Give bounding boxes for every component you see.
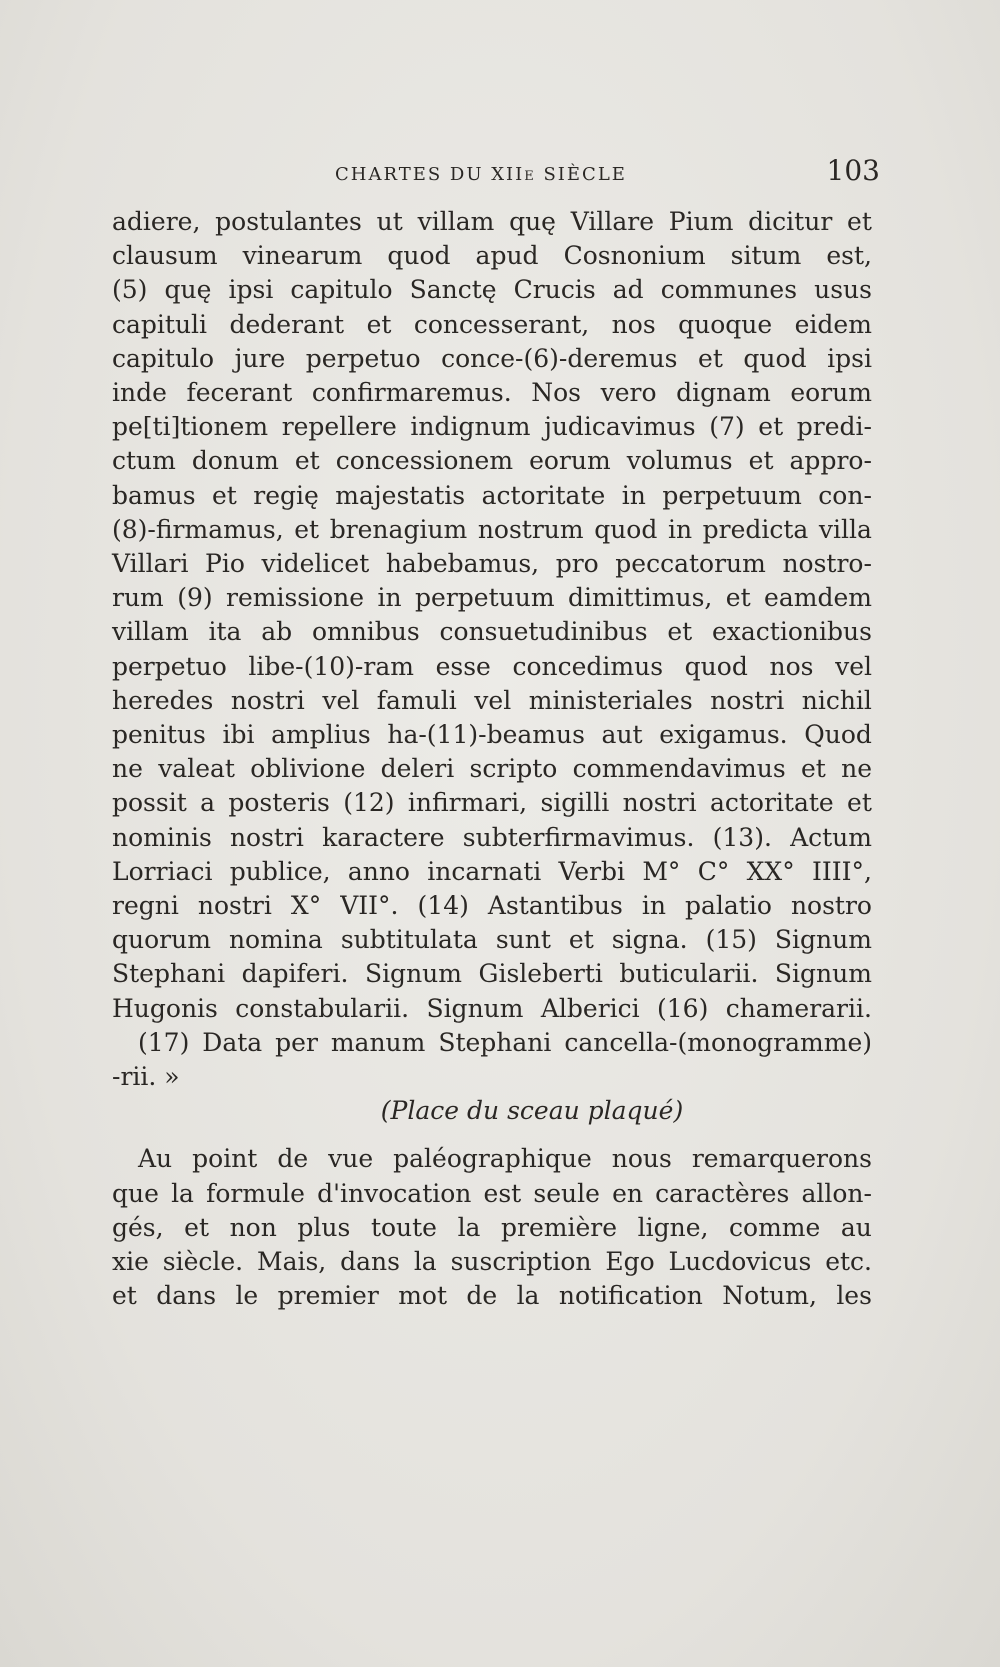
word: Alberici xyxy=(540,993,640,1023)
paragraph-line xyxy=(112,1177,872,1211)
word: et xyxy=(725,583,751,613)
word: concesserant, xyxy=(413,309,590,339)
word: vue xyxy=(328,1144,374,1174)
word: la xyxy=(413,1247,437,1277)
word: nostri xyxy=(230,685,305,715)
word: que xyxy=(112,1178,159,1208)
text-line xyxy=(112,957,872,991)
text-line xyxy=(112,992,872,1026)
word: et xyxy=(698,343,723,373)
word: Pium xyxy=(668,207,734,236)
word: Au xyxy=(138,1144,173,1174)
word: et xyxy=(748,446,774,476)
word: remarquerons xyxy=(691,1144,872,1174)
word: judicavimus xyxy=(544,412,696,442)
text-line xyxy=(112,376,872,410)
word: et xyxy=(847,788,872,818)
word: omnibus xyxy=(311,617,420,647)
word: le xyxy=(235,1281,259,1311)
word: postulantes xyxy=(215,207,362,236)
word: Actum xyxy=(790,822,872,852)
word: (7) xyxy=(709,412,745,442)
word: majestatis xyxy=(335,480,466,510)
word: conce-(6)-deremus xyxy=(441,343,678,373)
text-line xyxy=(112,786,872,820)
word: mot xyxy=(398,1281,447,1311)
word: constabularii. xyxy=(235,993,410,1023)
word: et xyxy=(667,617,693,647)
text-line xyxy=(112,479,872,513)
text-line xyxy=(112,684,872,718)
word: quod xyxy=(743,343,807,373)
text-line xyxy=(112,410,872,444)
word: predi- xyxy=(796,412,872,442)
word: nostri xyxy=(229,822,304,852)
word: aut xyxy=(601,720,643,750)
word: ibi xyxy=(222,720,255,750)
word: Signum xyxy=(426,993,524,1023)
word: (16) xyxy=(657,993,709,1023)
word: buticularii. xyxy=(619,959,759,989)
word: amplius xyxy=(271,720,371,750)
word: ipsi xyxy=(228,275,274,305)
text-line xyxy=(112,923,872,957)
word: brenagium xyxy=(329,514,468,544)
word: penitus xyxy=(112,720,206,750)
word: bamus xyxy=(112,480,196,510)
word: quod xyxy=(387,241,451,271)
word: et xyxy=(758,412,784,442)
word: suscription xyxy=(450,1247,592,1277)
word: d'invocation xyxy=(317,1178,472,1208)
word: pe[ti]tionem xyxy=(112,412,269,442)
word: X° xyxy=(290,891,322,921)
word: communes xyxy=(660,275,798,305)
paragraph-line xyxy=(112,1142,872,1176)
word: Data xyxy=(202,1027,263,1057)
word: ab xyxy=(261,617,293,647)
word: la xyxy=(457,1212,481,1242)
word: usus xyxy=(814,275,872,305)
word: quoque xyxy=(678,309,773,339)
word: allon- xyxy=(801,1178,872,1208)
word: volumus xyxy=(626,446,733,476)
word: confirmaremus. xyxy=(311,378,512,408)
word: a xyxy=(200,788,216,818)
word: Crucis xyxy=(513,275,596,305)
paragraph-line xyxy=(112,1279,872,1313)
word: subterfirmavimus. xyxy=(462,822,695,852)
word: valeat xyxy=(158,754,235,784)
word: Quod xyxy=(804,720,872,750)
word: oblivione xyxy=(250,754,366,784)
word: famuli xyxy=(376,685,457,715)
word: heredes xyxy=(112,685,214,715)
word: IIII°, xyxy=(811,856,872,886)
word: toute xyxy=(370,1212,437,1242)
text-line: -rii. » xyxy=(112,1062,180,1092)
word: comme xyxy=(729,1212,821,1242)
word: concedimus xyxy=(512,651,664,681)
word: perpetuo xyxy=(305,343,421,373)
word: nostrum xyxy=(477,514,584,544)
word: commendavimus xyxy=(572,754,786,784)
text-line xyxy=(112,205,872,239)
word: remissione xyxy=(226,583,365,613)
word: de xyxy=(277,1144,309,1174)
text-line xyxy=(112,889,872,923)
word: Signum xyxy=(364,959,462,989)
word: et xyxy=(800,754,826,784)
word: (12) xyxy=(343,788,395,818)
word: (9) xyxy=(177,583,213,613)
word: et xyxy=(184,1212,209,1242)
word: est xyxy=(483,1178,522,1208)
text-line xyxy=(112,855,872,889)
word: manum xyxy=(330,1027,426,1057)
word: Signum xyxy=(774,925,872,955)
word: capituli xyxy=(112,309,208,339)
word: vel xyxy=(322,685,360,715)
word: dans xyxy=(340,1247,400,1277)
word: paléographique xyxy=(393,1144,592,1174)
word: consuetudinibus xyxy=(439,617,648,647)
word: signa. xyxy=(611,925,688,955)
word: clausum xyxy=(112,241,218,271)
word: eorum xyxy=(790,378,872,408)
word: Lucdovicus xyxy=(668,1247,812,1277)
word: Lorriaci xyxy=(112,856,213,886)
word: les xyxy=(836,1281,872,1311)
word: regni xyxy=(112,891,179,921)
word: quorum xyxy=(112,925,211,955)
word: notification xyxy=(558,1281,703,1311)
word: Notum, xyxy=(722,1281,817,1311)
word: Cosnonium xyxy=(563,241,706,271)
word: fecerant xyxy=(186,378,293,408)
word: videlicet xyxy=(261,549,370,579)
word: possit xyxy=(112,788,187,818)
text-line xyxy=(112,308,872,342)
word: indignum xyxy=(410,412,531,442)
text-line xyxy=(112,615,872,649)
word: nostro xyxy=(790,891,872,921)
word: vel xyxy=(835,651,872,681)
word: eamdem xyxy=(764,583,872,613)
word: perpetuum xyxy=(662,480,802,510)
word: perpetuum xyxy=(415,583,555,613)
word: et xyxy=(847,207,872,236)
page-header xyxy=(120,150,880,200)
word: predicta xyxy=(702,514,809,544)
word: exigamus. xyxy=(659,720,788,750)
word: situm xyxy=(730,241,802,271)
text-line xyxy=(112,752,872,786)
word: xie xyxy=(112,1247,149,1277)
word: eorum xyxy=(529,446,611,476)
word: premier xyxy=(277,1281,379,1311)
word: capitulo xyxy=(112,343,215,373)
word: ne xyxy=(112,754,143,784)
word: ut xyxy=(376,207,403,236)
word: nostri xyxy=(197,891,272,921)
text-line xyxy=(112,821,872,855)
word: chamerarii. xyxy=(725,993,872,1023)
word: dederant xyxy=(229,309,345,339)
word: ctum xyxy=(112,446,176,476)
text-line xyxy=(112,650,872,684)
word: posteris xyxy=(228,788,330,818)
word: (13). xyxy=(712,822,772,852)
word: vel xyxy=(474,685,512,715)
word: VII°. xyxy=(340,891,399,921)
word: Astantibus xyxy=(487,891,623,921)
word: (15) xyxy=(705,925,757,955)
word: nostri xyxy=(710,685,785,715)
word: Nos xyxy=(531,378,581,408)
word: nos xyxy=(769,651,814,681)
word: repellere xyxy=(281,412,397,442)
text-line xyxy=(112,1026,872,1060)
text-line xyxy=(112,513,872,547)
page-number: 103 xyxy=(826,154,880,187)
word: vinearum xyxy=(242,241,363,271)
word: Villare xyxy=(570,207,655,236)
word: quę xyxy=(509,207,556,236)
word: (17) xyxy=(138,1027,190,1057)
word: concessionem xyxy=(335,446,514,476)
word: ita xyxy=(208,617,242,647)
word: Verbi xyxy=(558,856,626,886)
paragraph-gap xyxy=(112,1128,872,1142)
word: (5) xyxy=(112,275,148,305)
word: Gisleberti xyxy=(478,959,603,989)
word: publice, xyxy=(229,856,331,886)
word: capitulo xyxy=(290,275,393,305)
word: seule xyxy=(533,1178,600,1208)
word: est, xyxy=(826,241,872,271)
text-line xyxy=(112,444,872,478)
word: ne xyxy=(841,754,872,784)
word: villa xyxy=(818,514,872,544)
word: dans xyxy=(156,1281,217,1311)
word: et xyxy=(294,446,320,476)
word: ligne, xyxy=(637,1212,709,1242)
word: subtitulata xyxy=(340,925,478,955)
word: plus xyxy=(297,1212,351,1242)
word: dicitur xyxy=(748,207,833,236)
word: actoritate xyxy=(481,480,606,510)
word: in xyxy=(641,891,666,921)
word: nominis xyxy=(112,822,212,852)
word: Hugonis xyxy=(112,993,218,1023)
word: dignam xyxy=(676,378,771,408)
word: nomina xyxy=(228,925,323,955)
word: con- xyxy=(818,480,872,510)
word: eidem xyxy=(794,309,872,339)
word: deleri xyxy=(380,754,455,784)
word: quod xyxy=(684,651,748,681)
word: Ego xyxy=(605,1247,655,1277)
word: Pio xyxy=(205,549,245,579)
word: Mais, xyxy=(256,1247,327,1277)
word: peccatorum xyxy=(615,549,766,579)
word: la xyxy=(171,1178,194,1208)
word: et xyxy=(112,1281,137,1311)
running-title: CHARTES DU XIIe SIÈCLE xyxy=(335,164,627,185)
word: Sanctę xyxy=(409,275,497,305)
word: cancella-(monogramme) xyxy=(564,1027,872,1057)
word: et xyxy=(294,514,320,544)
word: de xyxy=(466,1281,498,1311)
word: M° xyxy=(642,856,681,886)
word: nostro- xyxy=(782,549,872,579)
word: actoritate xyxy=(709,788,834,818)
word: siècle. xyxy=(162,1247,244,1277)
text-line xyxy=(112,718,872,752)
word: sigilli xyxy=(540,788,610,818)
word: non xyxy=(229,1212,277,1242)
text-line xyxy=(112,239,872,273)
word: formule xyxy=(206,1178,305,1208)
word: ipsi xyxy=(827,343,872,373)
word: point xyxy=(192,1144,258,1174)
word: anno xyxy=(347,856,410,886)
word: villam xyxy=(417,207,495,236)
word: donum xyxy=(191,446,279,476)
word: karactere xyxy=(322,822,445,852)
word: libe-(10)-ram xyxy=(248,651,414,681)
word: quę xyxy=(164,275,212,305)
text-line xyxy=(112,342,872,376)
word: nos xyxy=(611,309,656,339)
word: palatio xyxy=(685,891,772,921)
word: habebamus, xyxy=(385,549,540,579)
paragraph-line xyxy=(112,1245,872,1279)
word: pro xyxy=(555,549,599,579)
word: et xyxy=(212,480,237,510)
word: incarnati xyxy=(427,856,542,886)
word: in xyxy=(377,583,402,613)
word: sunt xyxy=(495,925,551,955)
word: et xyxy=(568,925,594,955)
word: première xyxy=(501,1212,618,1242)
word: nostri xyxy=(622,788,697,818)
text-line xyxy=(112,547,872,581)
word: dapiferi. xyxy=(241,959,349,989)
word: Villari xyxy=(112,549,189,579)
word: C° xyxy=(697,856,730,886)
word: ha-(11)-beamus xyxy=(387,720,585,750)
word: infirmari, xyxy=(407,788,528,818)
word: gés, xyxy=(112,1212,164,1242)
word: la xyxy=(516,1281,540,1311)
word: inde xyxy=(112,378,167,408)
word: ministeriales xyxy=(528,685,693,715)
word: dimittimus, xyxy=(567,583,713,613)
word: per xyxy=(275,1027,318,1057)
word: XX° xyxy=(746,856,795,886)
word: jure xyxy=(234,343,286,373)
text-line xyxy=(112,273,872,307)
word: in xyxy=(621,480,646,510)
paragraph-line xyxy=(112,1211,872,1245)
word: nous xyxy=(611,1144,672,1174)
word: (14) xyxy=(417,891,469,921)
word: scripto xyxy=(469,754,558,784)
word: nichil xyxy=(801,685,872,715)
word: Signum xyxy=(774,959,872,989)
word: Stephani xyxy=(438,1027,552,1057)
word: regię xyxy=(253,480,319,510)
word: caractères xyxy=(655,1178,790,1208)
word: villam xyxy=(112,617,189,647)
word: Stephani xyxy=(112,959,226,989)
word: appro- xyxy=(789,446,872,476)
word: au xyxy=(840,1212,872,1242)
word: perpetuo xyxy=(112,651,227,681)
seal-note: (Place du sceau plaqué) xyxy=(380,1096,684,1126)
word: et xyxy=(366,309,392,339)
word: apud xyxy=(475,241,539,271)
text-line xyxy=(112,581,872,615)
word: adiere, xyxy=(112,207,201,236)
word: en xyxy=(612,1178,643,1208)
word: rum xyxy=(112,583,164,613)
word: vero xyxy=(600,378,657,408)
word: etc. xyxy=(825,1247,872,1277)
word: (8)-firmamus, xyxy=(112,514,284,544)
word: ad xyxy=(612,275,644,305)
word: exactionibus xyxy=(712,617,872,647)
word: esse xyxy=(435,651,491,681)
charter-text xyxy=(112,205,872,1314)
word: quod xyxy=(594,514,658,544)
word: in xyxy=(667,514,693,544)
